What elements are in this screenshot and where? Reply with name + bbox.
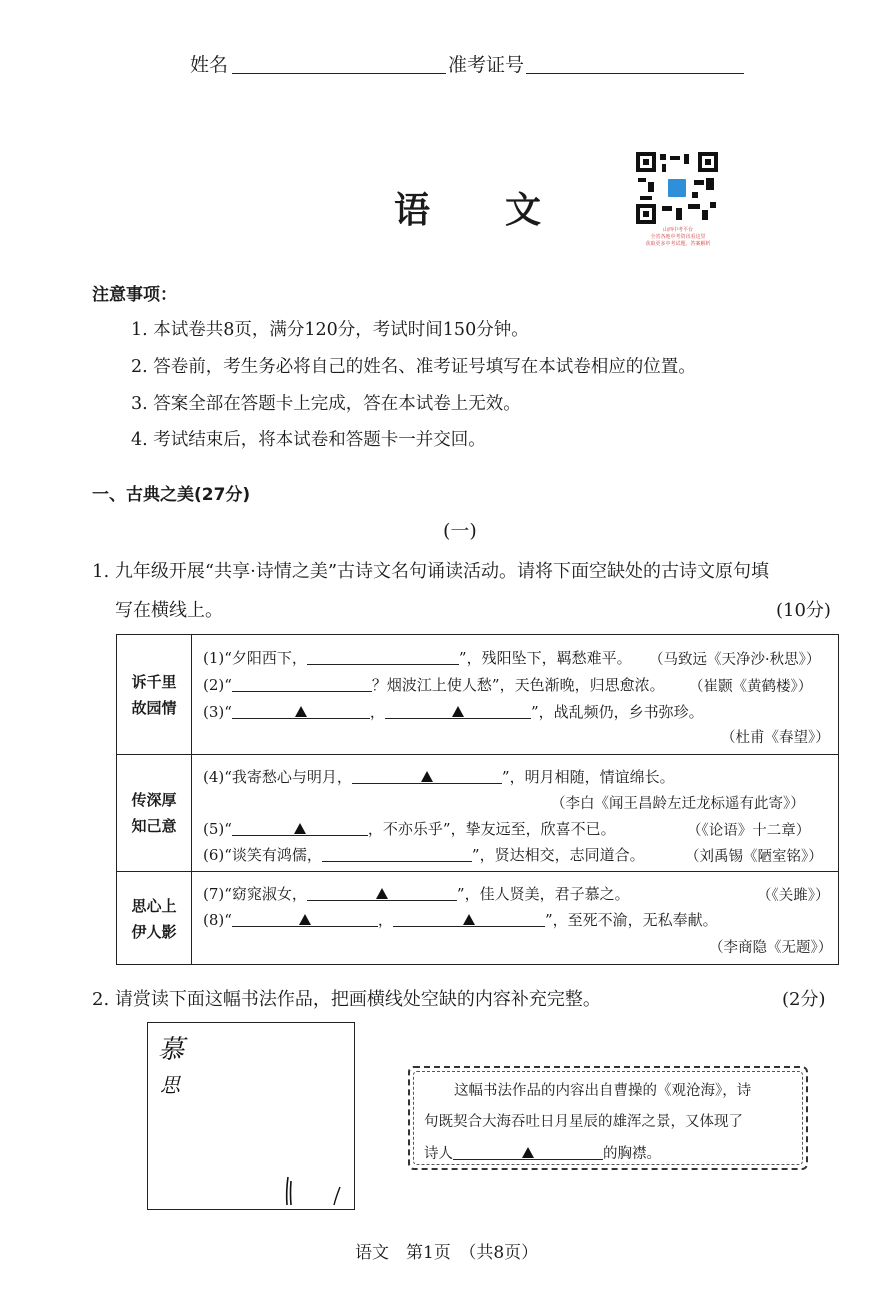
qr-caption: 山西中考平台 全省各地中考资讯看这里 获取更多中考试题、答案解析	[645, 227, 711, 247]
source-citation: （杜甫《春望》）	[721, 730, 830, 746]
exam-id-label: 准考证号	[448, 54, 525, 76]
triangle-marker-icon	[522, 1147, 534, 1158]
answer-blank[interactable]	[393, 911, 545, 927]
answer-blank[interactable]	[307, 649, 459, 665]
table-row-3: (3)“ ， ”，战乱频仍，乡书弥珍。	[203, 703, 704, 721]
answer-blank[interactable]	[232, 703, 370, 719]
source-citation: （马致远《天净沙·秋思》）	[649, 652, 821, 668]
notice-item: 3. 答案全部在答题卡上完成，答在本试卷上无效。	[131, 394, 521, 414]
source-citation: （《关雎》）	[757, 888, 830, 904]
answer-blank[interactable]	[232, 911, 378, 927]
source-citation: （《论语》十二章）	[687, 823, 811, 839]
name-label: 姓名	[190, 54, 229, 76]
title-char-1: 语	[394, 189, 431, 231]
table-row-7: (7)“窈窕淑女， ”，佳人贤美，君子慕之。	[203, 885, 630, 903]
answer-blank[interactable]	[385, 703, 531, 719]
calligraphy-char-2: 思	[160, 1073, 180, 1097]
page-footer: 语文 第1页 （共8页）	[355, 1243, 539, 1263]
q2-score: (2分)	[782, 989, 826, 1010]
source-citation: （崔颢《黄鹤楼》）	[689, 679, 813, 695]
name-field[interactable]	[232, 52, 446, 74]
answer-blank[interactable]	[453, 1144, 603, 1160]
source-citation: （刘禹锡《陋室铭》）	[685, 849, 823, 865]
triangle-marker-icon	[299, 914, 311, 925]
title-char-2: 文	[505, 189, 542, 231]
table-row-1: (1)“夕阳西下， ”，残阳坠下，羁愁难平。	[203, 649, 632, 667]
notice-item: 4. 考试结束后，将本试卷和答题卡一并交回。	[131, 430, 486, 450]
calligraphy-artwork	[147, 1022, 355, 1210]
answer-blank[interactable]	[352, 768, 502, 784]
group-label-friendship: 传深厚 知己意	[131, 791, 177, 835]
source-citation: （李白《闻王昌龄左迁龙标遥有此寄》）	[551, 796, 805, 812]
triangle-marker-icon	[376, 888, 388, 899]
triangle-marker-icon	[452, 706, 464, 717]
group-label-beloved: 思心上 伊人影	[131, 897, 177, 941]
answer-blank[interactable]	[307, 885, 457, 901]
table-row-2: (2)“ ？烟波江上使人愁”，天色渐晚，归思愈浓。	[203, 676, 665, 694]
note-line-2: 句既契合大海吞吐日月星辰的雄浑之景，又体现了	[424, 1114, 743, 1130]
table-row-5: (5)“ ，不亦乐乎”，挚友远至，欣喜不已。	[203, 820, 616, 838]
note-line-3: 诗人 的胸襟。	[424, 1146, 661, 1162]
notice-heading: 注意事项：	[92, 285, 177, 305]
group-label-homeland: 诉千里 故园情	[131, 673, 177, 717]
table-row-8: (8)“ ， ”，至死不渝，无私奉献。	[203, 911, 718, 929]
qr-code-icon	[636, 152, 718, 224]
exam-id-field[interactable]	[526, 52, 744, 74]
triangle-marker-icon	[421, 771, 433, 782]
q1-text-line1: 1. 九年级开展“共享·诗情之美”古诗文名句诵读活动。请将下面空缺处的古诗文原句填	[92, 561, 770, 582]
note-box	[408, 1066, 808, 1170]
brush-stroke-icon	[278, 1173, 348, 1209]
calligraphy-char-1: 慕	[158, 1035, 185, 1065]
table-row-6: (6)“谈笑有鸿儒， ”，贤达相交，志同道合。	[203, 846, 645, 864]
section-heading: 一、古典之美(27分)	[92, 485, 251, 505]
brand-logo-icon	[666, 177, 688, 199]
answer-blank[interactable]	[232, 820, 368, 836]
source-citation: （李商隐《无题》）	[709, 940, 833, 956]
table-row-4: (4)“我寄愁心与明月， ”，明月相随，情谊绵长。	[203, 768, 675, 786]
q1-text-line2: 写在横线上。	[115, 600, 223, 621]
answer-blank[interactable]	[232, 676, 372, 692]
part-heading: (一)	[443, 520, 477, 542]
poem-fill-table	[116, 634, 839, 965]
notice-item: 2. 答卷前，考生务必将自己的姓名、准考证号填写在本试卷相应的位置。	[131, 357, 696, 377]
answer-blank[interactable]	[322, 846, 472, 862]
triangle-marker-icon	[294, 823, 306, 834]
q1-score: (10分)	[776, 600, 831, 621]
triangle-marker-icon	[463, 914, 475, 925]
note-line-1: 这幅书法作品的内容出自曹操的《观沧海》，诗	[454, 1083, 752, 1099]
q2-text: 2. 请赏读下面这幅书法作品，把画横线处空缺的内容补充完整。	[92, 989, 601, 1010]
notice-item: 1. 本试卷共8页，满分120分，考试时间150分钟。	[131, 320, 529, 340]
triangle-marker-icon	[295, 706, 307, 717]
